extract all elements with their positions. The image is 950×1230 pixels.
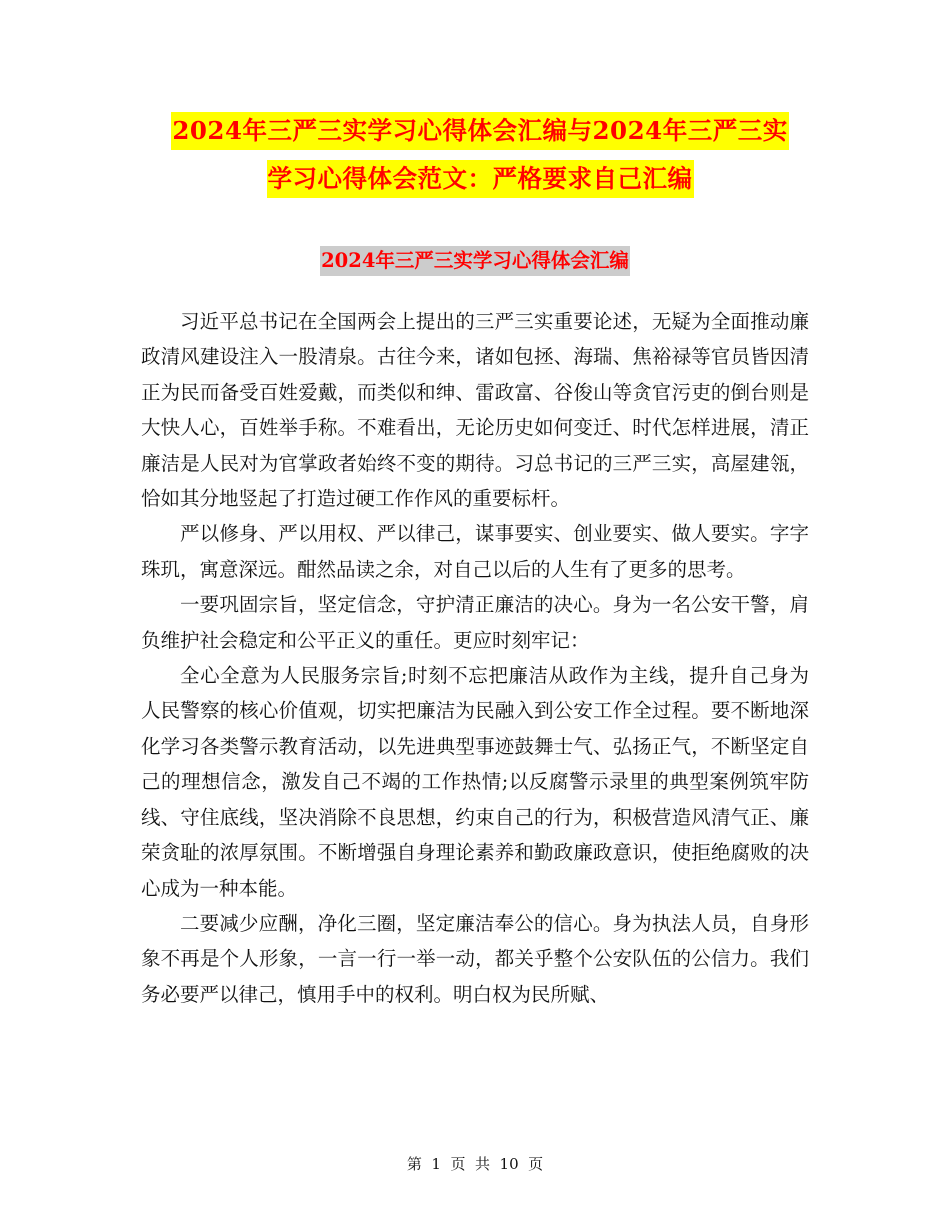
document-title — [140, 112, 820, 198]
paragraph-4: 全心全意为人民服务宗旨;时刻不忘把廉洁从政作为主线，提升自己身为人民警察的核心价值观，切实把廉洁为民融入到公安工作全过程。要不断地深化学习各类警示教育活动，以先进典型事迹鼓舞士气、弘扬正气，不断坚定自己的理想信念，激发自己不竭的工作热情;以反腐警示录里的典型案例筑牢防线、守住底线，坚决消除不良思想，约束自己的行为，积极营造风清气正、廉荣贪耻的浓厚氛围。不断增强自身理论素养和勤政廉政意识，使拒绝腐败的决心成为一种本能。 — [141, 664, 809, 900]
section-heading-text: 2024年三严三实学习心得体会汇编 — [320, 246, 630, 276]
body-text — [141, 304, 809, 1012]
page-footer: 第 1 页 共 10 页 — [406, 1155, 544, 1173]
title-line-2: 学习心得体会范文：严格要求自己汇编 — [267, 160, 694, 198]
paragraph-1: 习近平总书记在全国两会上提出的三严三实重要论述，无疑为全面推动廉政清风建设注入一股清泉。古往今来，诸如包拯、海瑞、焦裕禄等官员皆因清正为民而备受百姓爱戴，而类似和绅、雷政富、谷俊山等贪官污吏的倒台则是大快人心，百姓举手称。不难看出，无论历史如何变迁、时代怎样进展，清正廉洁是人民对为官掌政者始终不变的期待。习总书记的三严三实，高屋建瓴，恰如其分地竖起了打造过硬工作作风的重要标杆。 — [141, 310, 809, 511]
paragraph-3: 一要巩固宗旨，坚定信念，守护清正廉洁的决心。身为一名公安干警，肩负维护社会稳定和公平正义的重任。更应时刻牢记： — [141, 593, 809, 652]
section-heading — [0, 246, 950, 276]
paragraph-2: 严以修身、严以用权、严以律己，谋事要实、创业要实、做人要实。字字珠玑，寓意深远。酣然品读之余，对自己以后的人生有了更多的思考。 — [141, 522, 809, 581]
title-line-1: 2024年三严三实学习心得体会汇编与2024年三严三实 — [171, 112, 788, 150]
paragraph-5: 二要减少应酬，净化三圈，坚定廉洁奉公的信心。身为执法人员，自身形象不再是个人形象，一言一行一举一动，都关乎整个公安队伍的公信力。我们务必要严以律己，慎用手中的权利。明白权为民所赋、 — [141, 911, 809, 1006]
